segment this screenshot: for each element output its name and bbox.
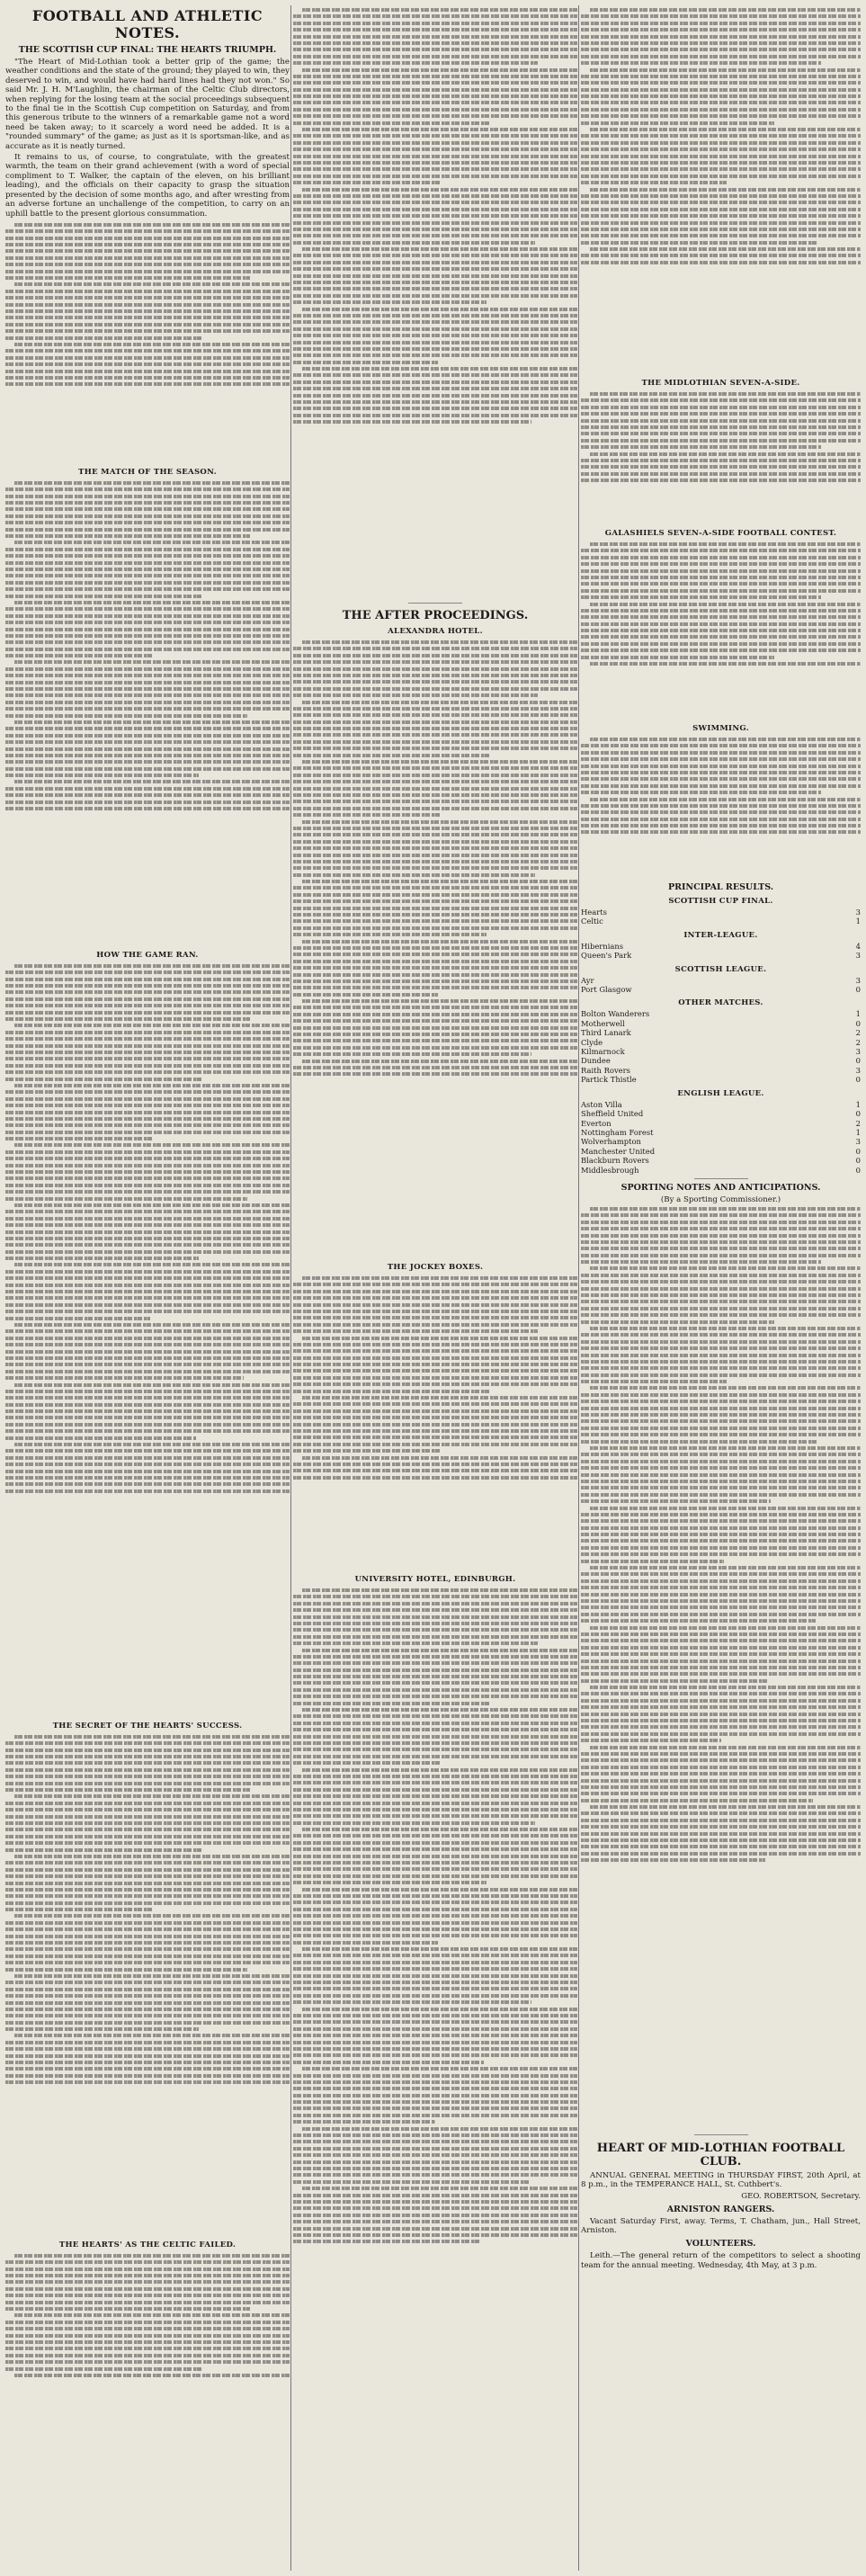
advert-signature: GEO. ROBERTSON, Secretary. (741, 2191, 861, 2201)
result-row (581, 1119, 861, 1128)
section-heading: THE MIDLOTHIAN SEVEN-A-SIDE. (641, 379, 800, 388)
team-name: Celtic (581, 917, 603, 926)
result-row (581, 1128, 861, 1137)
notice-heading: ARNISTON RANGERS. (666, 2204, 775, 2214)
team-name: Hibernians (581, 941, 624, 951)
score: 0 (855, 1056, 861, 1066)
team-name: Aston Villa (581, 1099, 622, 1109)
result-row (581, 1009, 861, 1018)
section-heading: UNIVERSITY HOTEL, EDINBURGH. (354, 1575, 516, 1584)
score: 1 (855, 1009, 861, 1019)
article-body-text (581, 540, 861, 720)
score: 4 (855, 941, 861, 951)
results-section: SCOTTISH LEAGUE. (674, 964, 767, 974)
results-table (581, 1009, 861, 1084)
result-row (581, 985, 861, 994)
team-name: Partick Thistle (581, 1075, 637, 1085)
results-table (581, 1100, 861, 1175)
score: 0 (855, 985, 861, 995)
score: 3 (855, 951, 861, 961)
score: 1 (855, 1099, 861, 1109)
notice-heading: VOLUNTEERS. (685, 2239, 756, 2250)
score: 0 (855, 1165, 861, 1175)
article-body-text (581, 389, 861, 524)
results-table (581, 976, 861, 995)
result-row (581, 1056, 861, 1065)
section-heading: HOW THE GAME RAN. (96, 950, 199, 960)
article-body-text (5, 2251, 290, 2431)
team-name: Hearts (581, 908, 607, 917)
score: 3 (855, 975, 861, 985)
team-name: Blackburn Rovers (581, 1156, 649, 1166)
result-row (581, 1019, 861, 1028)
score: 3 (855, 1065, 861, 1075)
results-table (581, 942, 861, 961)
team-name: Queen's Park (581, 951, 632, 961)
section-heading: THE JOCKEY BOXES. (387, 1263, 484, 1272)
advert-text: ANNUAL GENERAL MEETING in THURSDAY FIRST, 20th April, at 8 p.m., in the TEMPERANCE HALL, St. Cuthbert's. (581, 2170, 861, 2190)
result-row (581, 1147, 861, 1156)
result-row (581, 1075, 861, 1084)
score: 1 (855, 917, 861, 926)
results-section: OTHER MATCHES. (678, 998, 763, 1008)
result-row (581, 976, 861, 985)
result-row (581, 1100, 861, 1109)
team-name: Manchester United (581, 1146, 656, 1156)
column-rule (290, 5, 291, 2571)
result-row (581, 1028, 861, 1037)
section-heading: THE SECRET OF THE HEARTS' SUCCESS. (52, 1721, 243, 1731)
score: 0 (855, 1109, 861, 1119)
team-name: Wolverhampton (581, 1137, 641, 1147)
section-heading: SWIMMING. (692, 724, 749, 733)
article-body-text (581, 735, 861, 879)
intro-paragraph: "The Heart of Mid-Lothian took a better grip of the game; the weather conditions and the state of the ground; they played to win, they deserved to win, and would have had hard lines had they not won." So said Mr. J. H. M'Laughlin, the chairman of the Celtic Club directors, when replying for the losing team at the social proceedings subsequent to the final tie in the Scottish Cup competition on Saturday, and from this generous tribute to the winners of a remarkable game not a word need be taken away; to it scarcely a word need be added. It is a "rounded summary" of the game; as just as it is sportsman-like, and as accurate as it is neatly turned. (5, 58, 290, 151)
score: 2 (855, 1037, 861, 1047)
result-row (581, 1038, 861, 1047)
results-section: ENGLISH LEAGUE. (677, 1088, 764, 1098)
section-subtitle: ALEXANDRA HOTEL. (388, 627, 483, 636)
score: 3 (855, 1047, 861, 1057)
result-row (581, 1066, 861, 1075)
results-table (581, 908, 861, 926)
results-section: INTER-LEAGUE. (683, 930, 758, 940)
result-row (581, 1137, 861, 1146)
subtitle: THE SCOTTISH CUP FINAL: THE HEARTS TRIUMPH. (18, 45, 277, 55)
result-row (581, 917, 861, 926)
score: 3 (855, 1137, 861, 1147)
score: 2 (855, 1028, 861, 1038)
intro-paragraph: It remains to us, of course, to congratulate, with the greatest warmth, the team on their grand achievement (with a word of special compliment to T. Walker, the captain of the eleven, on his brilliant leading), and the officials on their capacity to grasp the situation presented by the decision of some months ago, and after wresting from an adverse fortune an unchallenge of the competition, to carry on an uphill battle to the present glorious consummation. (5, 153, 290, 219)
article-body-text (293, 1274, 577, 1570)
result-row (581, 1109, 861, 1118)
results-section: SCOTTISH CUP FINAL. (668, 897, 773, 906)
column-3 (581, 5, 861, 2571)
result-row (581, 951, 861, 960)
divider (694, 2134, 748, 2135)
notice-text: Vacant Saturday First, away. Terms, T. Chatham, jun., Hall Street, Arniston. (581, 2216, 861, 2236)
divider (694, 1178, 748, 1179)
article-body-text (5, 220, 290, 463)
section-heading: THE HEARTS' AS THE CELTIC FAILED. (58, 2240, 237, 2250)
column-rule (578, 5, 579, 2571)
article-body-text (293, 1586, 577, 2512)
score: 2 (855, 1118, 861, 1128)
article-body-text (5, 479, 290, 946)
section-title: SPORTING NOTES AND ANTICIPATIONS. (620, 1182, 821, 1193)
team-name: Third Lanark (581, 1028, 631, 1038)
article-body-text (5, 962, 290, 1717)
team-name: Bolton Wanderers (581, 1009, 650, 1019)
article-body-text (581, 5, 861, 374)
result-row (581, 908, 861, 917)
score: 3 (855, 908, 861, 917)
team-name: Everton (581, 1118, 612, 1128)
column-2 (293, 5, 577, 2571)
section-heading: GALASHIELS SEVEN-A-SIDE FOOTBALL CONTEST. (604, 529, 837, 538)
result-row (581, 1156, 861, 1165)
result-row (581, 1166, 861, 1175)
article-body-text (293, 638, 577, 1258)
advert-title: HEART OF MID-LOTHIAN FOOTBALL CLUB. (596, 2141, 845, 2169)
team-name: Motherwell (581, 1018, 625, 1028)
score: 0 (855, 1018, 861, 1028)
team-name: Port Glasgow (581, 985, 632, 995)
team-name: Middlesbrough (581, 1165, 639, 1175)
page-title: FOOTBALL AND ATHLETIC NOTES. (31, 7, 263, 41)
article-body-text (581, 1204, 861, 2131)
team-name: Kilmarnock (581, 1047, 625, 1057)
article-body-text (293, 5, 577, 599)
section-heading: THE MATCH OF THE SEASON. (78, 467, 217, 477)
result-row (581, 942, 861, 951)
team-name: Nottingham Forest (581, 1127, 654, 1137)
column-1 (5, 5, 290, 2571)
team-name: Ayr (581, 975, 594, 985)
article-body-text (5, 1732, 290, 2236)
team-name: Raith Rovers (581, 1065, 630, 1075)
team-name: Sheffield United (581, 1109, 644, 1119)
score: 1 (855, 1127, 861, 1137)
team-name: Clyde (581, 1037, 603, 1047)
byline: (By a Sporting Commissioner.) (660, 1194, 781, 1204)
divider (408, 603, 462, 604)
result-row (581, 1047, 861, 1056)
results-title: PRINCIPAL RESULTS. (667, 882, 774, 892)
score: 0 (855, 1075, 861, 1085)
score: 0 (855, 1146, 861, 1156)
score: 0 (855, 1156, 861, 1166)
notice-text: Leith.—The general return of the competitors to select a shooting team for the annual meeting. Wednesday, 4th May, at 3 p.m. (581, 2251, 861, 2270)
team-name: Dundee (581, 1056, 611, 1066)
section-title: THE AFTER PROCEEDINGS. (342, 609, 529, 622)
